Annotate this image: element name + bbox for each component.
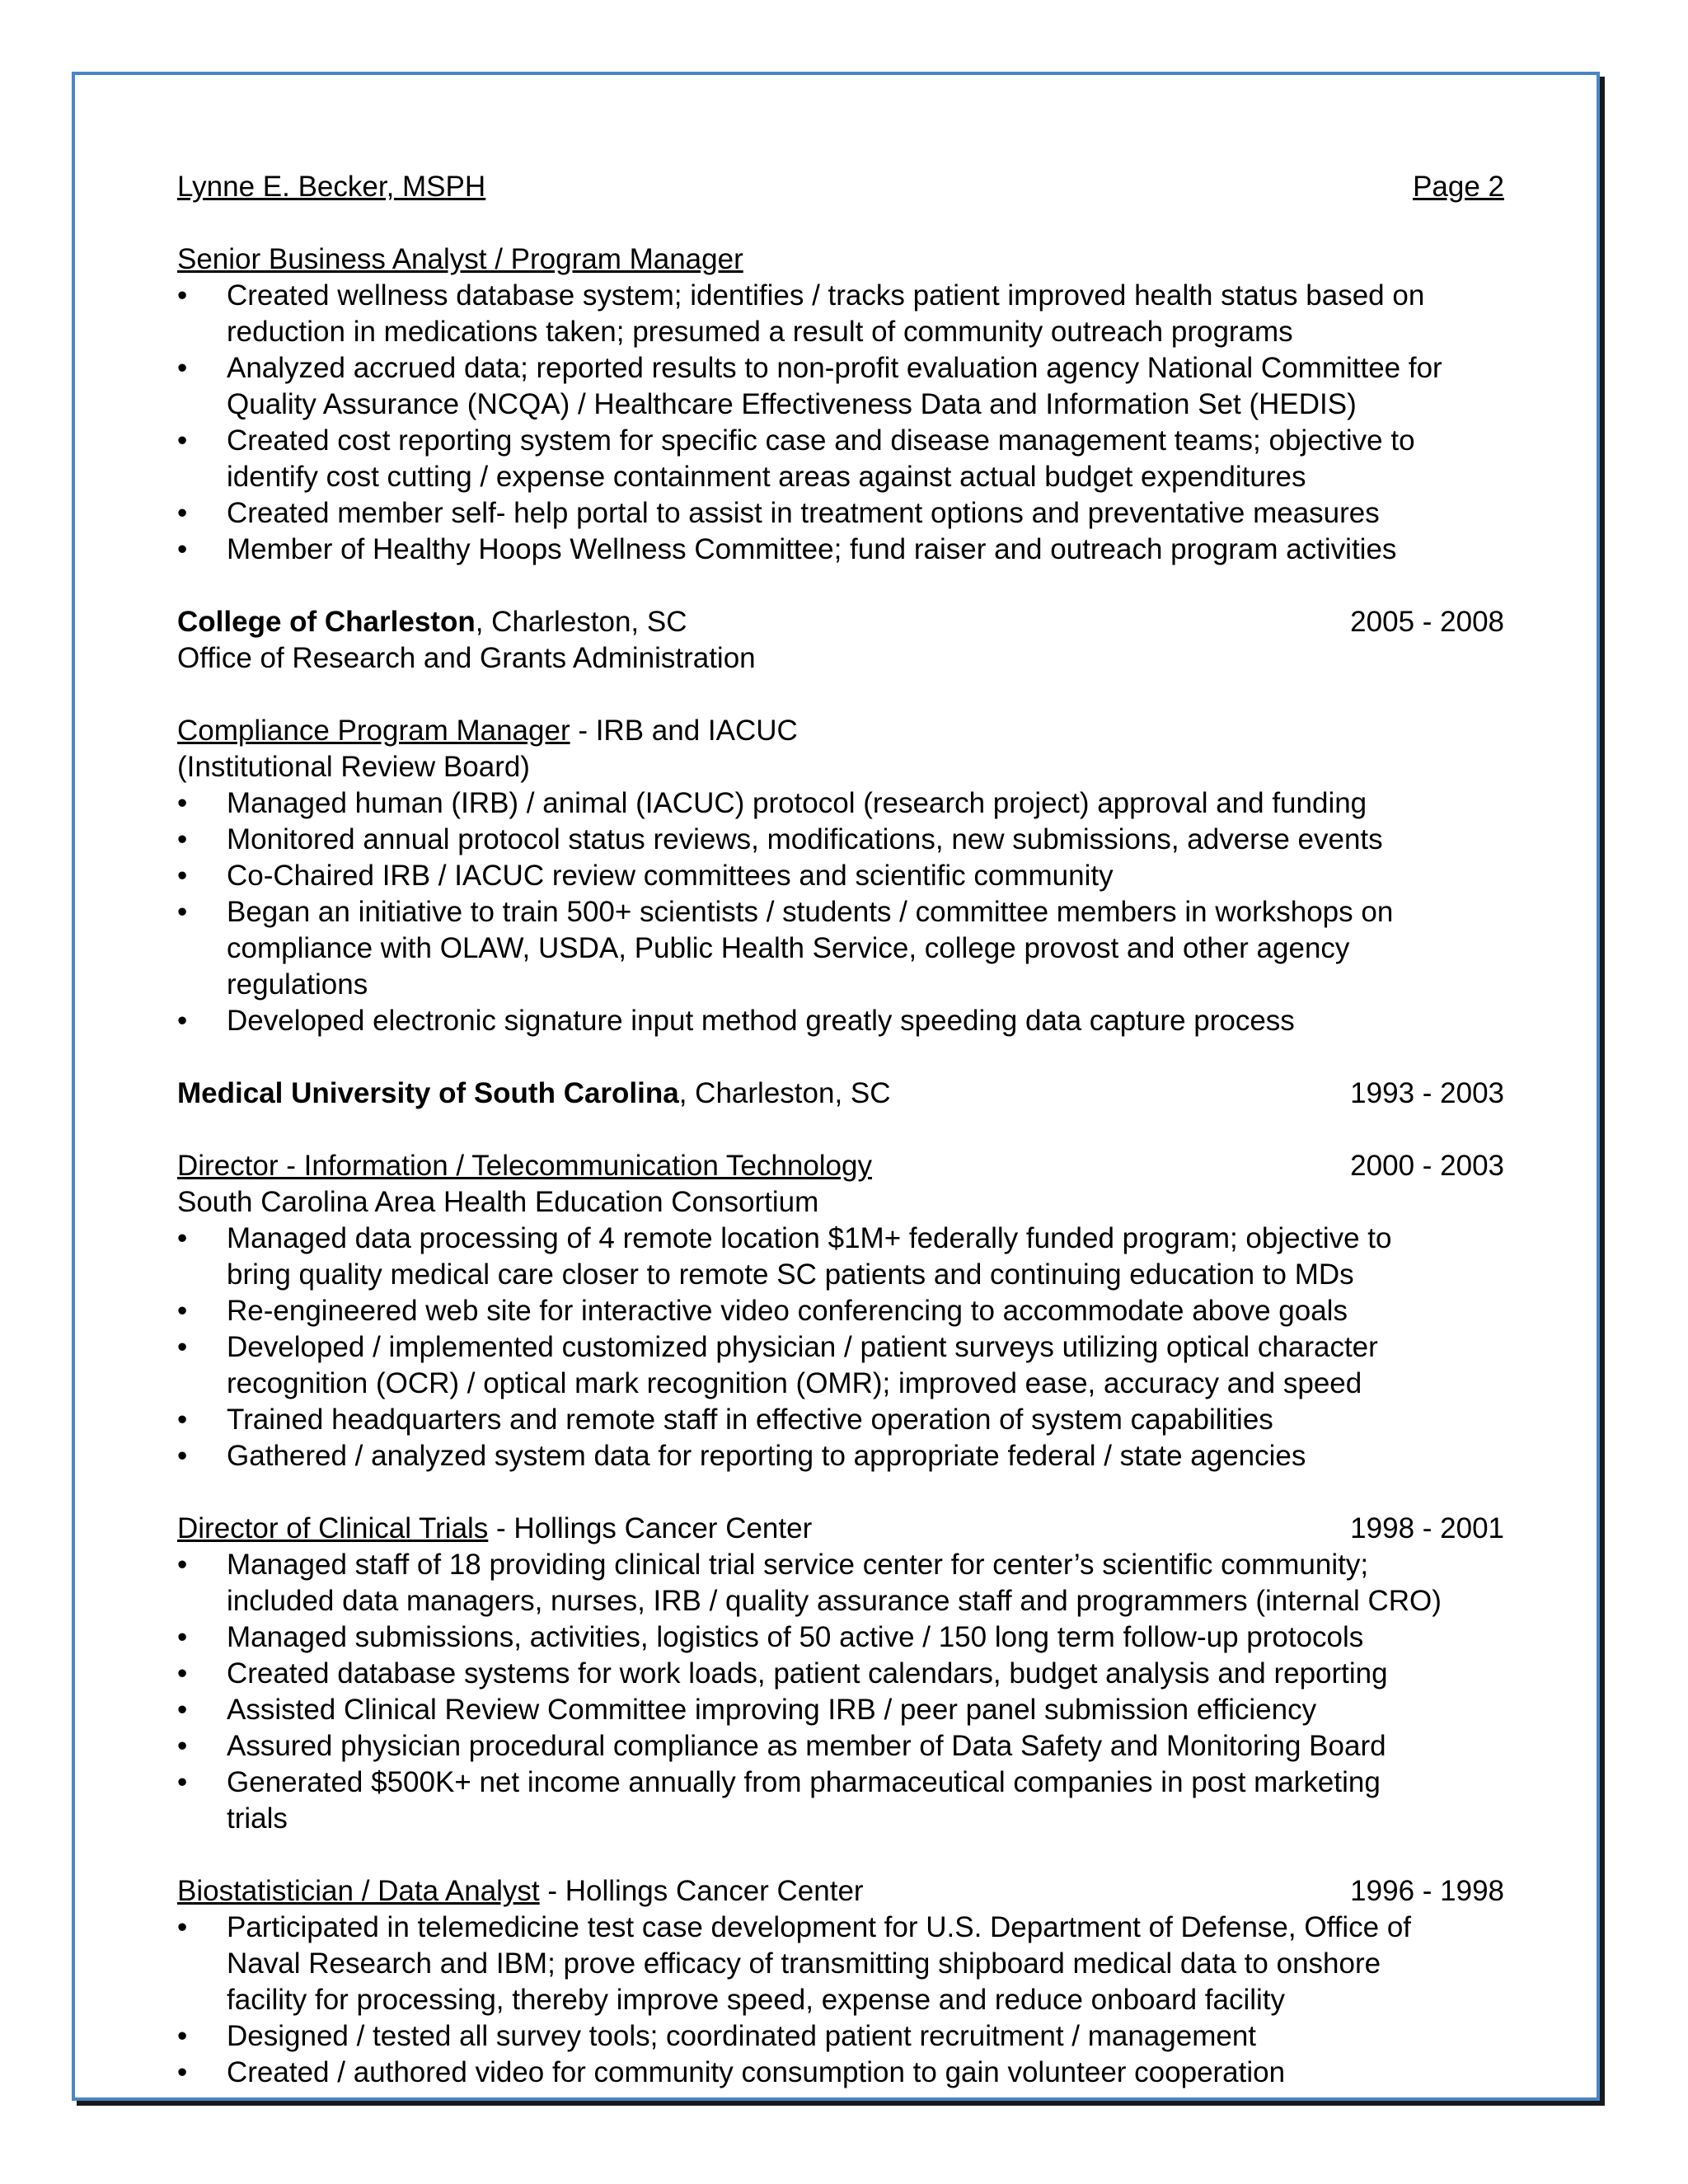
bullet-item <box>177 1329 1504 1402</box>
cofc-location: , Charleston, SC <box>475 606 687 638</box>
bullet-line: • Member of Healthy Hoops Wellness Committee; fund raiser and outreach program activities <box>227 533 1397 565</box>
bullet-line: Naval Research and IBM; prove efficacy of transmitting shipboard medical data to onshore <box>227 1947 1381 1980</box>
bullet-line: Quality Assurance (NCQA) / Healthcare Effectiveness Data and Information Set (HEDIS) <box>227 388 1357 420</box>
musc-employer: Medical University of South Carolina <box>177 1077 679 1109</box>
director-it-org: South Carolina Area Health Education Consortium <box>177 1186 819 1218</box>
bullet-line: • Managed human (IRB) / animal (IACUC) protocol (research project) approval and funding <box>227 787 1367 819</box>
musc-location: , Charleston, SC <box>678 1077 891 1109</box>
bullet-line: identify cost cutting / expense containment areas against actual budget expenditures <box>227 461 1306 493</box>
cofc-subtitle: (Institutional Review Board) <box>177 751 530 783</box>
bullet-line: • Gathered / analyzed system data for reporting to appropriate federal / state agencies <box>227 1440 1306 1472</box>
bullet-line: • Assisted Clinical Review Committee improving IRB / peer panel submission efficiency <box>227 1694 1317 1726</box>
bullet-item <box>177 1692 1504 1728</box>
biostat-title-suffix: - Hollings Cancer Center <box>539 1875 864 1907</box>
bullet-item <box>177 1221 1504 1293</box>
bullet-line: • Managed staff of 18 providing clinical trial service center for center’s scientific community; <box>227 1549 1369 1581</box>
sbapm-bullets <box>177 278 1504 568</box>
bullet-line: compliance with OLAW, USDA, Public Health Service, college provost and other agency <box>227 932 1350 964</box>
bullet-line: • Trained headquarters and remote staff in effective operation of system capabilities <box>227 1404 1273 1436</box>
bullet-line: • Developed electronic signature input method greatly speeding data capture process <box>227 1005 1295 1037</box>
bullet-item <box>177 495 1504 532</box>
bullet-line: • Designed / tested all survey tools; coordinated patient recruitment / management <box>227 2020 1257 2052</box>
bullet-item <box>177 858 1504 894</box>
clinical-title-suffix: - Hollings Cancer Center <box>488 1512 813 1544</box>
biostat-title: Biostatistician / Data Analyst <box>177 1875 540 1907</box>
bullet-item <box>177 1910 1504 2018</box>
director-it-title: Director - Information / Telecommunication Technology <box>177 1150 872 1182</box>
bullet-line: • Created database systems for work loads, patient calendars, budget analysis and reporting <box>227 1657 1388 1690</box>
cofc-dates: 2005 - 2008 <box>1350 606 1504 638</box>
bullet-line: • Created member self- help portal to assist in treatment options and preventative measures <box>227 497 1380 529</box>
bullet-line: • Participated in telemedicine test case development for U.S. Department of Defense, Office of <box>227 1911 1412 1943</box>
bullet-item <box>177 1547 1504 1619</box>
bullet-line: • Re-engineered web site for interactive video conferencing to accommodate above goals <box>227 1295 1348 1327</box>
bullet-line: • Generated $500K+ net income annually from pharmaceutical companies in post marketing <box>227 1766 1381 1798</box>
bullet-line: • Created wellness database system; identifies / tracks patient improved health status based on <box>227 279 1425 312</box>
bullet-line: • Assured physician procedural compliance as member of Data Safety and Monitoring Board <box>227 1730 1386 1762</box>
bullet-item <box>177 423 1504 495</box>
cofc-title: Compliance Program Manager - IRB and IACUC <box>177 715 798 747</box>
bullet-line: • Monitored annual protocol status reviews, modifications, new submissions, adverse events <box>227 823 1383 855</box>
bullet-line: • Analyzed accrued data; reported results to non-profit evaluation agency National Committee for <box>227 352 1442 384</box>
bullet-item <box>177 785 1504 822</box>
bullet-line: trials <box>227 1802 288 1835</box>
bullet-item <box>177 2055 1504 2091</box>
bullet-item <box>177 2018 1504 2055</box>
clinical-title: Director of Clinical Trials <box>177 1512 489 1544</box>
director-it-dates: 2000 - 2003 <box>1350 1150 1504 1182</box>
bullet-line: recognition (OCR) / optical mark recognition (OMR); improved ease, accuracy and speed <box>227 1367 1362 1399</box>
director-it-row <box>177 1148 1504 1184</box>
bullet-item <box>177 1728 1504 1765</box>
bullet-item <box>177 278 1504 350</box>
bullet-item <box>177 1293 1504 1329</box>
bullet-line: bring quality medical care closer to remote SC patients and continuing education to MDs <box>227 1258 1354 1291</box>
bullet-line: • Co-Chaired IRB / IACUC review committees and scientific community <box>227 860 1114 892</box>
bullet-item <box>177 1656 1504 1692</box>
bullet-item <box>177 1438 1504 1474</box>
bullet-item <box>177 1402 1504 1438</box>
sbapm-title: Senior Business Analyst / Program Manager <box>177 243 743 275</box>
biostat-row <box>177 1873 1504 1910</box>
cofc-bullets <box>177 785 1504 1039</box>
bullet-line: included data managers, nurses, IRB / quality assurance staff and programmers (internal CRO) <box>227 1585 1442 1617</box>
bullet-line: facility for processing, thereby improve speed, expense and reduce onboard facility <box>227 1984 1286 2016</box>
bullet-item <box>177 822 1504 858</box>
bullet-item <box>177 894 1504 1003</box>
cofc-office: Office of Research and Grants Administration <box>177 642 756 674</box>
musc-employer-row <box>177 1076 1504 1112</box>
header-page-number: Page 2 <box>1413 171 1504 203</box>
bullet-line: • Developed / implemented customized physician / patient surveys utilizing optical character <box>227 1331 1378 1363</box>
bullet-line: reduction in medications taken; presumed a result of community outreach programs <box>227 316 1293 348</box>
resume-page <box>177 169 1504 2091</box>
cofc-employer-row <box>177 604 1504 640</box>
bullet-line: • Created cost reporting system for specific case and disease management teams; objective to <box>227 424 1415 457</box>
cofc-employer: College of Charleston <box>177 606 476 638</box>
musc-dates: 1993 - 2003 <box>1350 1077 1504 1109</box>
bullet-line: • Began an initiative to train 500+ scientists / students / committee members in workshops on <box>227 896 1394 928</box>
bullet-item <box>177 1003 1504 1039</box>
clinical-row <box>177 1511 1504 1547</box>
biostat-dates: 1996 - 1998 <box>1350 1875 1504 1907</box>
bullet-line: • Created / authored video for community consumption to gain volunteer cooperation <box>227 2056 1286 2088</box>
bullet-item <box>177 532 1504 568</box>
biostat-bullets <box>177 1910 1504 2091</box>
clinical-bullets <box>177 1547 1504 1837</box>
page-header <box>177 169 1504 205</box>
bullet-line: • Managed submissions, activities, logistics of 50 active / 150 long term follow-up protocols <box>227 1621 1364 1653</box>
bullet-line: • Managed data processing of 4 remote location $1M+ federally funded program; objective to <box>227 1222 1392 1254</box>
bullet-item <box>177 1765 1504 1837</box>
bullet-item <box>177 350 1504 423</box>
header-name: Lynne E. Becker, MSPH <box>177 171 486 203</box>
director-it-bullets <box>177 1221 1504 1474</box>
clinical-dates: 1998 - 2001 <box>1350 1512 1504 1544</box>
bullet-line: regulations <box>227 968 368 1001</box>
bullet-item <box>177 1619 1504 1656</box>
